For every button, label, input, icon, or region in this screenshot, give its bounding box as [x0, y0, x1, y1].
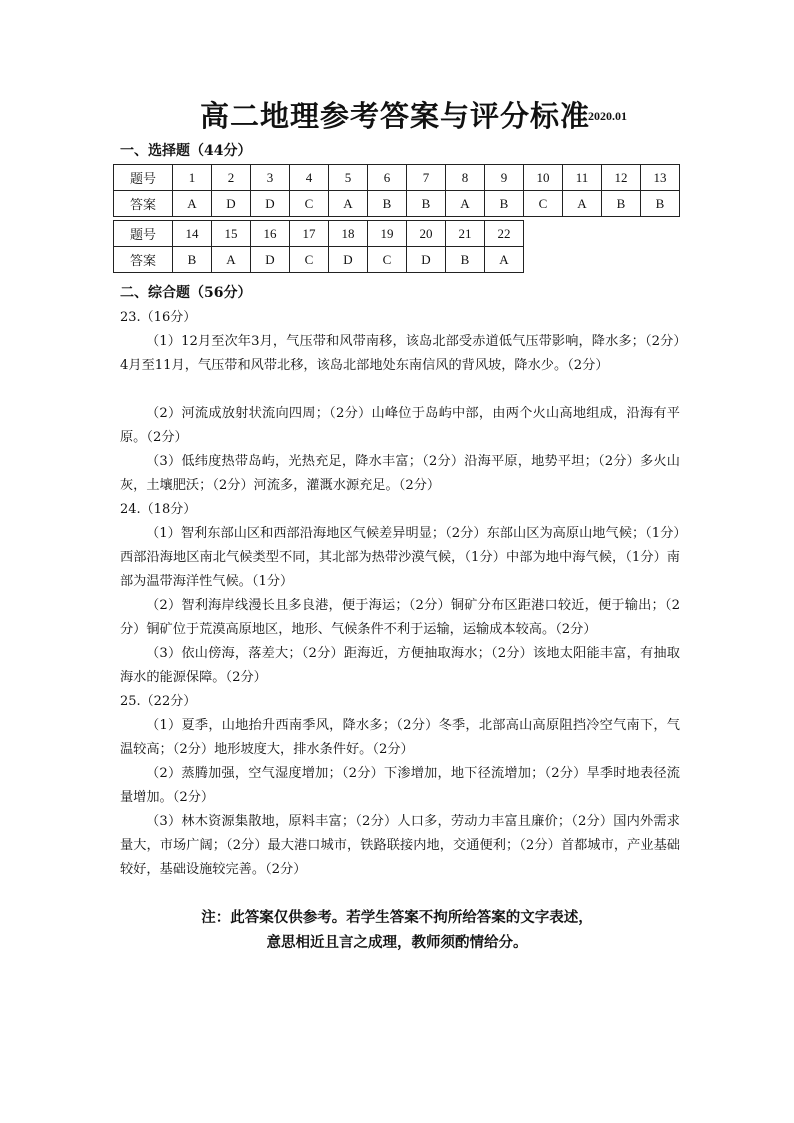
question-number: 12	[602, 165, 641, 191]
question-number-24: 24.（18分）	[120, 502, 197, 517]
question-number-25: 25.（22分）	[120, 694, 197, 709]
question-number: 1	[173, 165, 212, 191]
answer-paragraph: （3）林木资源集散地，原料丰富；（2分）人口多，劳动力丰富且廉价；（2分）国内外需求量大，市场广阔；（2分）最大港口城市，铁路联接内地，交通便利；（2分）首都城市，产业基础较好，基础设施较完善。（2分）	[120, 814, 680, 877]
answer-cell: A	[173, 191, 212, 217]
answer-cell: C	[290, 191, 329, 217]
footnote-line-2: 意思相近且言之成理，教师须酌情给分。	[266, 934, 528, 951]
question-number: 7	[407, 165, 446, 191]
row-label-answer: 答案	[114, 191, 173, 217]
page-title: 高二地理参考答案与评分标准	[200, 99, 591, 133]
answer-paragraph: （2）智利海岸线漫长且多良港，便于海运；（2分）铜矿分布区距港口较近，便于输出；（2分）铜矿位于荒漠高原地区，地形、气候条件不利于运输，运输成本较高。（2分）	[120, 598, 680, 637]
row-label-question: 题号	[114, 165, 173, 191]
answer-cell: D	[212, 191, 251, 217]
answer-paragraph: （2）蒸腾加强，空气湿度增加；（2分）下渗增加，地下径流增加；（2分）旱季时地表径流量增加。（2分）	[120, 766, 680, 805]
question-number: 6	[368, 165, 407, 191]
row-label-answer: 答案	[114, 247, 173, 273]
answer-cell: D	[329, 247, 368, 273]
answer-cell: B	[368, 191, 407, 217]
answer-paragraph: （1）夏季，山地抬升西南季风，降水多；（2分）冬季，北部高山高原阻挡冷空气南下，气温较高；（2分）地形坡度大，排水条件好。（2分）	[120, 718, 680, 757]
section-heading-choice: 一、选择题（44分）	[120, 143, 252, 159]
question-number: 18	[329, 221, 368, 247]
title-row	[0, 94, 794, 138]
answer-cell: B	[446, 247, 485, 273]
table-row-numbers	[114, 221, 524, 247]
answer-cell: B	[485, 191, 524, 217]
question-number: 4	[290, 165, 329, 191]
question-number: 5	[329, 165, 368, 191]
answer-paragraph: （1）12月至次年3月，气压带和风带南移，该岛北部受赤道低气压带影响，降水多；（2分）4月至11月，气压带和风带北移，该岛北部地处东南信风的背风坡，降水少。（2分）	[120, 334, 680, 373]
question-number: 14	[173, 221, 212, 247]
answer-cell: B	[407, 191, 446, 217]
question-number: 3	[251, 165, 290, 191]
question-number: 10	[524, 165, 563, 191]
question-number: 2	[212, 165, 251, 191]
answer-cell: A	[329, 191, 368, 217]
question-number: 19	[368, 221, 407, 247]
row-label-question: 题号	[114, 221, 173, 247]
footnote-line-1: 注：此答案仅供参考。若学生答案不拘所给答案的文字表述，	[201, 909, 593, 926]
question-number: 22	[485, 221, 524, 247]
question-number: 13	[641, 165, 680, 191]
table-row-answers	[114, 191, 680, 217]
answer-paragraph: （3）低纬度热带岛屿，光热充足，降水丰富；（2分）沿海平原，地势平坦；（2分）多火山灰，土壤肥沃；（2分）河流多，灌溉水源充足。（2分）	[120, 454, 680, 493]
section-heading-comprehensive: 二、综合题（56分）	[120, 285, 252, 301]
answer-cell: D	[251, 247, 290, 273]
answer-cell: C	[524, 191, 563, 217]
question-number: 21	[446, 221, 485, 247]
answer-cell: C	[368, 247, 407, 273]
date-label: 2020.01	[588, 109, 627, 123]
answer-cell: A	[446, 191, 485, 217]
answer-cell: A	[563, 191, 602, 217]
question-number: 11	[563, 165, 602, 191]
answer-cell: B	[173, 247, 212, 273]
question-number: 8	[446, 165, 485, 191]
question-number: 20	[407, 221, 446, 247]
answer-cell: C	[290, 247, 329, 273]
answer-paragraph: （1）智利东部山区和西部沿海地区气候差异明显；（2分）东部山区为高原山地气候；（1分）西部沿海地区南北气候类型不同，其北部为热带沙漠气候，（1分）中部为地中海气候，（1分）南部为温带海洋性气候。（1分）	[120, 526, 680, 589]
answer-cell: A	[485, 247, 524, 273]
answer-table-1	[113, 164, 680, 217]
answer-paragraph: （2）河流成放射状流向四周；（2分）山峰位于岛屿中部，由两个火山高地组成，沿海有平原。（2分）	[120, 406, 680, 445]
table-row-numbers	[114, 165, 680, 191]
answer-table-2	[113, 220, 524, 273]
question-number: 16	[251, 221, 290, 247]
table-row-answers	[114, 247, 524, 273]
answer-cell: D	[407, 247, 446, 273]
answer-cell: B	[641, 191, 680, 217]
question-number-23: 23.（16分）	[120, 310, 197, 325]
answer-paragraph: （3）依山傍海，落差大；（2分）距海近，方便抽取海水；（2分）该地太阳能丰富，有抽取海水的能源保障。（2分）	[120, 646, 680, 685]
answer-cell: A	[212, 247, 251, 273]
question-number: 9	[485, 165, 524, 191]
question-number: 15	[212, 221, 251, 247]
answer-cell: D	[251, 191, 290, 217]
answer-cell: B	[602, 191, 641, 217]
question-number: 17	[290, 221, 329, 247]
